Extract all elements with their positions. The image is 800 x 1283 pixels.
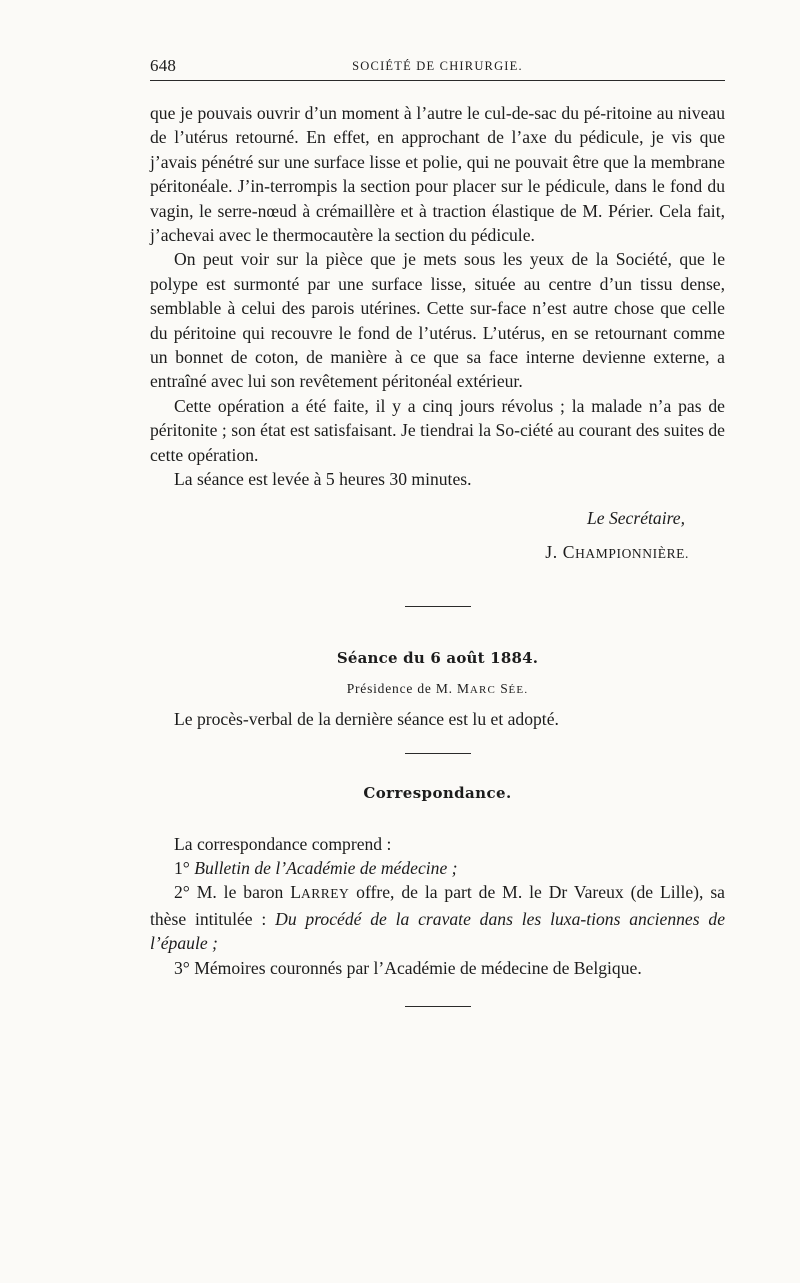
- list-item: 3° Mémoires couronnés par l’Académie de médecine de Belgique.: [174, 957, 642, 978]
- signature-name: [150, 540, 689, 566]
- item-title: Du procédé de la cravate dans les luxa-tions anciennes de l’épaule ;: [150, 908, 726, 954]
- running-title: SOCIÉTÉ DE CHIRURGIE.: [352, 59, 523, 73]
- session-title: Séance du 6 août 1884.: [336, 648, 539, 667]
- item-text: offre, de la part de M. le Dr Vareux (de Lille), sa thèse intitulée :: [150, 882, 725, 929]
- list-item: [150, 880, 725, 955]
- body-text: [150, 101, 725, 492]
- presidence-surname: ÉE.: [508, 683, 529, 696]
- item-title: Bulletin de l’Académie de médecine ;: [194, 857, 458, 878]
- page: [150, 48, 725, 1007]
- correspondance-list: [150, 832, 725, 980]
- paragraph-closing: La séance est levée à 5 heures 30 minutes.: [174, 469, 472, 490]
- correspondance-intro: La correspondance comprend :: [174, 833, 392, 854]
- presidence-mid: S: [496, 680, 509, 696]
- approval-text: Le procès-verbal de la dernière séance est lu et adopté.: [174, 708, 559, 729]
- list-item: [150, 856, 725, 880]
- running-head: [150, 48, 725, 81]
- paragraph-continued: que je pouvais ouvrir d’un moment à l’autre le cul-de-sac du pé-ritoine au niveau de l’utérus retourné. En effet, en approchant de l’axe du pédicule, je vis que j’avais pénétré sur une surface lisse et polie, qui ne pouvait être que la membrane péritonéale. J’in-terrompis la section pour placer sur le pédicule, dans le fond du vagin, le serre-nœud à crémaillère et à traction élastique de M. Périer. Cela fait, j’achevai avec le thermocautère la section du pédicule.: [150, 103, 725, 246]
- paragraph: Cette opération a été faite, il y a cinq jours révolus ; la malade n’a pas de péritonite ; son état est satisfaisant. Je tiendrai la So-ciété au courant des suites de cette opération.: [150, 395, 725, 465]
- item-number: 2°: [174, 882, 197, 903]
- item-text: M. le baron L: [196, 882, 301, 903]
- presidence-firstname: ARC: [469, 683, 497, 696]
- correspondance-title: Correspondance.: [363, 783, 512, 802]
- signature-block: [150, 506, 725, 566]
- presidence-prefix: Présidence de M. M: [346, 680, 470, 696]
- section-divider: [405, 606, 471, 607]
- item-name: ARREY: [300, 886, 350, 902]
- signature-initial: J. C: [545, 541, 576, 562]
- section-divider: [405, 753, 471, 754]
- signature-title: Le Secrétaire,: [586, 507, 685, 528]
- signature-surname: HAMPIONNIÈRE.: [575, 545, 689, 561]
- paragraph: On peut voir sur la pièce que je mets sous les yeux de la Société, que le polype est surmonté par une surface lisse, située au centre d’un tissu dense, semblable à celui des parois utérines. Cette sur-face n’est autre chose que celle du péritoine qui recouvre le fond de l’utérus. L’utérus, en se retournant comme un bonnet de coton, de manière à ce que sa face interne devienne externe, a entraîné avec lui son revêtement péritonéal extérieur.: [150, 249, 725, 392]
- item-number: 1°: [174, 857, 195, 878]
- section-divider: [405, 1006, 471, 1007]
- presidence-line: [150, 681, 725, 697]
- page-number: 648: [150, 56, 177, 75]
